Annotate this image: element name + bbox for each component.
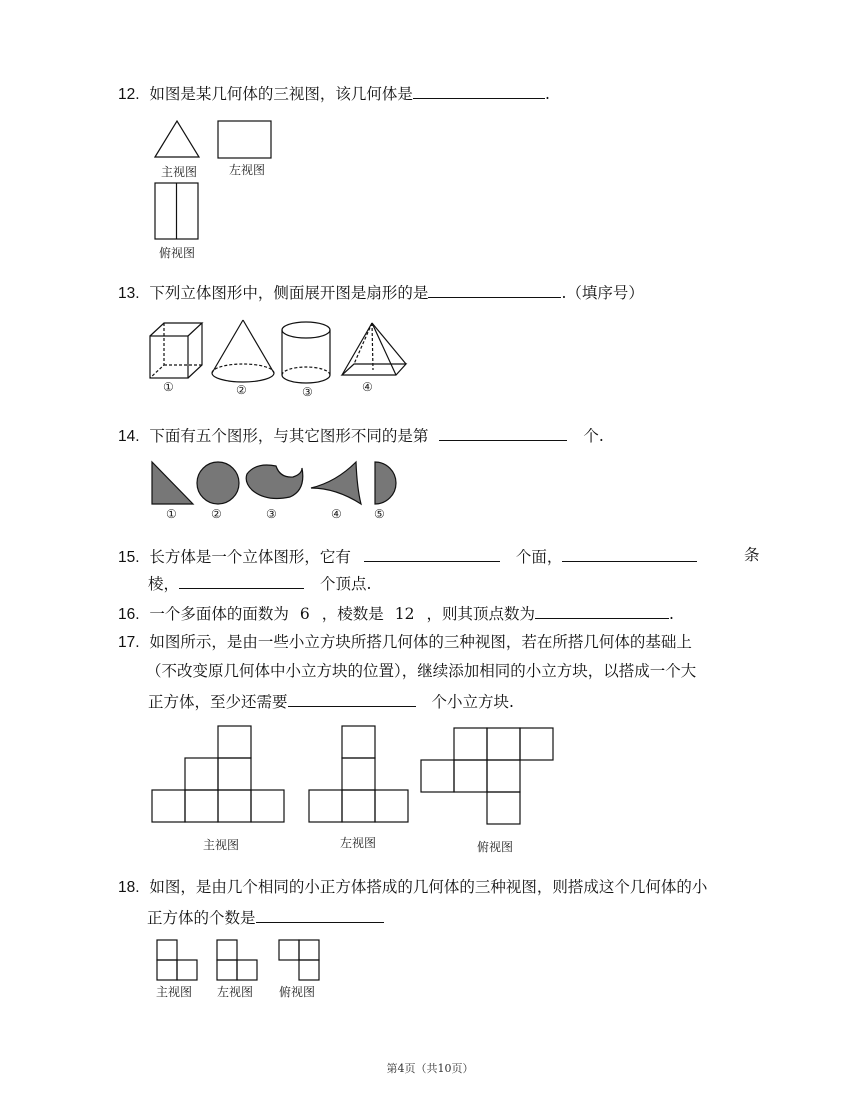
question-text: 长方体是一个立体图形，它有: [149, 548, 351, 566]
q18-three-views: [155, 938, 335, 988]
question-text: ，则其顶点数为: [426, 605, 535, 623]
question-15-line-1: [118, 545, 697, 568]
edges-value: 12: [394, 605, 415, 623]
cube-shape: [150, 323, 202, 378]
semicircle-shape: [375, 462, 396, 504]
answer-blank[interactable]: [428, 281, 561, 298]
answer-blank-faces[interactable]: [364, 545, 500, 562]
curved-triangle-shape: [311, 462, 361, 504]
answer-blank[interactable]: [413, 82, 545, 99]
label-3: ③: [302, 385, 313, 399]
label-3: ③: [266, 507, 277, 521]
caption-front-view: 主视图: [161, 165, 198, 179]
answer-blank[interactable]: [288, 690, 416, 707]
answer-blank[interactable]: [256, 906, 384, 923]
question-number: 14.: [118, 428, 140, 445]
question-text: （不改变原几何体中小立方块的位置），继续添加相同的小立方块，以搭成一个大: [146, 662, 697, 680]
pyramid-shape: [342, 323, 406, 375]
caption-top-view: 俯视图: [159, 246, 196, 260]
question-text: 条: [744, 546, 760, 564]
caption-left-view: 左视图: [217, 985, 254, 999]
question-text: 下面有五个图形，与其它图形不同的是第: [149, 427, 429, 445]
q13-solids: [148, 318, 418, 398]
caption-top-view: 俯视图: [279, 985, 316, 999]
q14-shapes: [150, 460, 410, 512]
cone-shape: [212, 320, 274, 382]
cylinder-shape: [282, 322, 330, 383]
question-16: [118, 602, 674, 625]
question-text: 正方体，至少还需要: [148, 693, 288, 711]
label-2: ②: [236, 383, 247, 397]
question-15-line-2: [148, 572, 371, 594]
front-view-triangle: [155, 121, 199, 157]
label-1: ①: [163, 380, 174, 394]
question-text: 一个多面体的面数为: [149, 605, 289, 623]
question-number: 18.: [118, 879, 140, 896]
caption-left-view: 左视图: [229, 163, 266, 177]
question-12: [118, 82, 550, 105]
question-text: 如图所示，是由一些小立方块所搭几何体的三种视图，若在所搭几何体的基础上: [149, 633, 692, 651]
question-text: 正方体的个数是: [147, 909, 256, 927]
left-view-rectangle: [218, 121, 271, 158]
left-view-grid: [309, 726, 408, 822]
answer-blank-edges[interactable]: [562, 545, 697, 562]
question-number: 15.: [118, 549, 140, 566]
question-18-line-1: [118, 877, 707, 898]
caption-left-view: 左视图: [340, 836, 377, 850]
front-view-grid: [157, 940, 197, 980]
question-13: [118, 281, 644, 304]
label-2: ②: [211, 507, 222, 521]
label-4: ④: [331, 507, 342, 521]
question-17-line-3: [148, 690, 514, 712]
crescent-shape: [246, 465, 303, 498]
question-text: ，棱数是: [321, 605, 384, 623]
caption-top-view: 俯视图: [477, 840, 514, 854]
page-footer: 第4页（共10页）: [386, 1062, 474, 1075]
left-view-grid: [217, 940, 257, 980]
answer-blank[interactable]: [439, 424, 567, 441]
question-text: 棱，: [148, 575, 180, 593]
question-end: 个.: [583, 427, 604, 445]
circle-shape: [197, 462, 239, 504]
top-view-grid: [421, 728, 553, 824]
question-text: 个面，: [515, 548, 563, 566]
question-text: 个小立方块.: [431, 693, 514, 711]
top-view-grid: [279, 940, 319, 980]
front-view-grid: [152, 726, 284, 822]
question-number: 12.: [118, 86, 140, 103]
question-number: 17.: [118, 634, 140, 651]
q12-three-views: [150, 115, 280, 265]
question-text: 下列立体图形中，侧面展开图是扇形的是: [149, 284, 429, 302]
answer-blank-vertices[interactable]: [179, 572, 304, 589]
answer-blank[interactable]: [535, 602, 669, 619]
label-5: ⑤: [374, 507, 385, 521]
label-4: ④: [362, 380, 373, 394]
q17-three-views: [150, 722, 560, 832]
faces-value: 6: [299, 605, 310, 623]
caption-front-view: 主视图: [203, 838, 240, 852]
question-end: .（填序号）: [561, 284, 644, 302]
question-number: 13.: [118, 285, 140, 302]
question-number: 16.: [118, 606, 140, 623]
question-17-line-1: [118, 632, 692, 653]
label-1: ①: [166, 507, 177, 521]
question-18-line-2: [147, 906, 384, 928]
question-end: .: [668, 605, 674, 623]
question-14: [118, 424, 604, 447]
question-end: .: [544, 85, 550, 103]
question-text: 个顶点.: [320, 575, 372, 593]
caption-front-view: 主视图: [156, 985, 193, 999]
question-text: 如图，是由几个相同的小正方体搭成的几何体的三种视图，则搭成这个几何体的小: [149, 878, 708, 896]
question-text: 如图是某几何体的三视图，该几何体是: [149, 85, 413, 103]
right-triangle-shape: [152, 462, 193, 504]
